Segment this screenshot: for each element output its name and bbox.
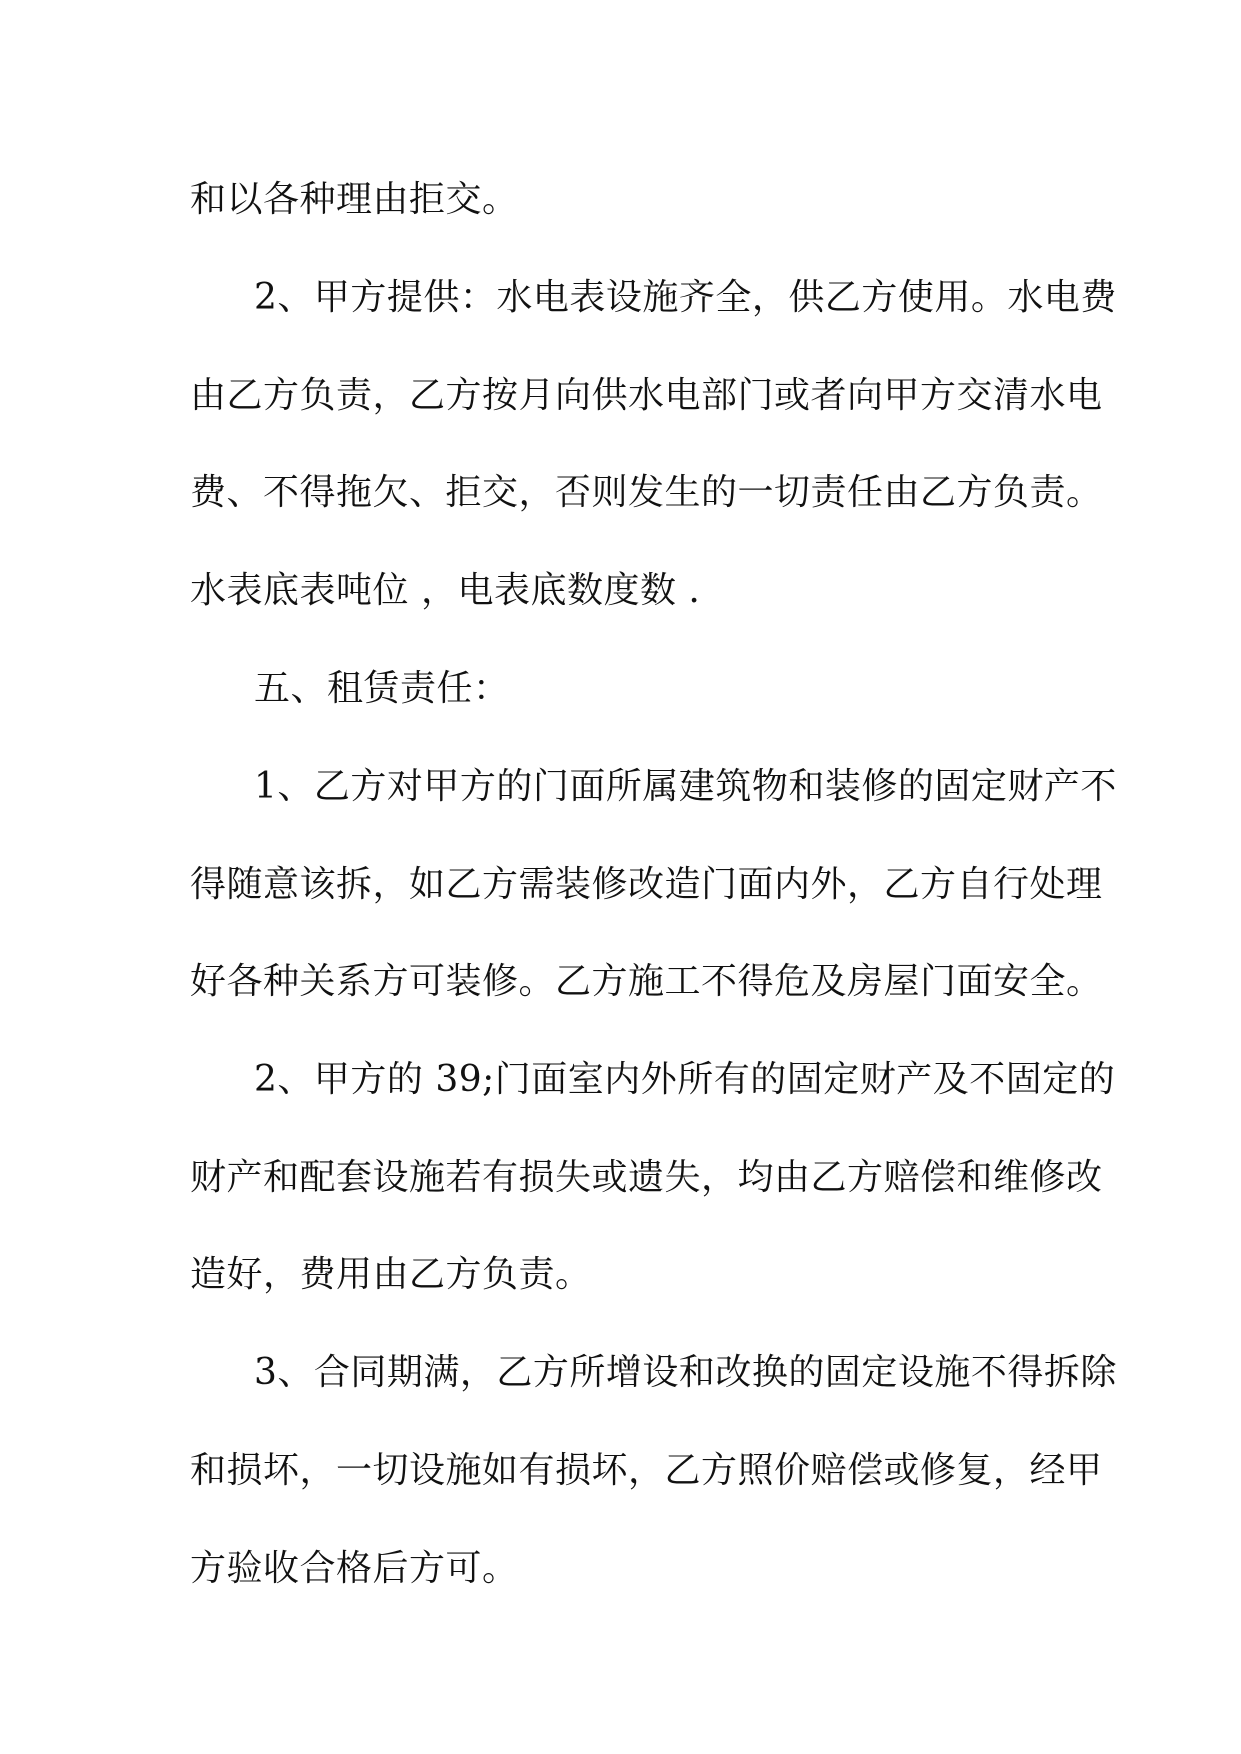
text-line: 由乙方负责，乙方按月向供水电部门或者向甲方交清水电 [190,375,1103,416]
text-line: 3、合同期满，乙方所增设和改换的固定设施不得拆除 [254,1352,1117,1393]
section-heading: 五、租赁责任： [254,668,510,709]
text-line: 水表底表吨位 ，电表底数度数 . [190,570,701,611]
text-line: 2、甲方的 39;门面室内外所有的固定财产及不固定的 [254,1059,1116,1100]
text-line: 1、乙方对甲方的门面所属建筑物和装修的固定财产不 [254,766,1117,807]
text-line: 方验收合格后方可。 [190,1548,519,1589]
text-line: 财产和配套设施若有损失或遗失，均由乙方赔偿和维修改 [190,1157,1103,1198]
text-line: 2、甲方提供：水电表设施齐全，供乙方使用。水电费 [254,277,1117,318]
text-line: 和损坏，一切设施如有损坏，乙方照价赔偿或修复，经甲 [190,1450,1103,1491]
text-line: 造好，费用由乙方负责。 [190,1254,592,1295]
text-line: 得随意该拆，如乙方需装修改造门面内外，乙方自行处理 [190,864,1103,905]
text-line: 费、不得拖欠、拒交，否则发生的一切责任由乙方负责。 [190,472,1103,513]
text-line: 和以各种理由拒交。 [190,179,519,220]
text-line: 好各种关系方可装修。乙方施工不得危及房屋门面安全。 [190,961,1103,1002]
